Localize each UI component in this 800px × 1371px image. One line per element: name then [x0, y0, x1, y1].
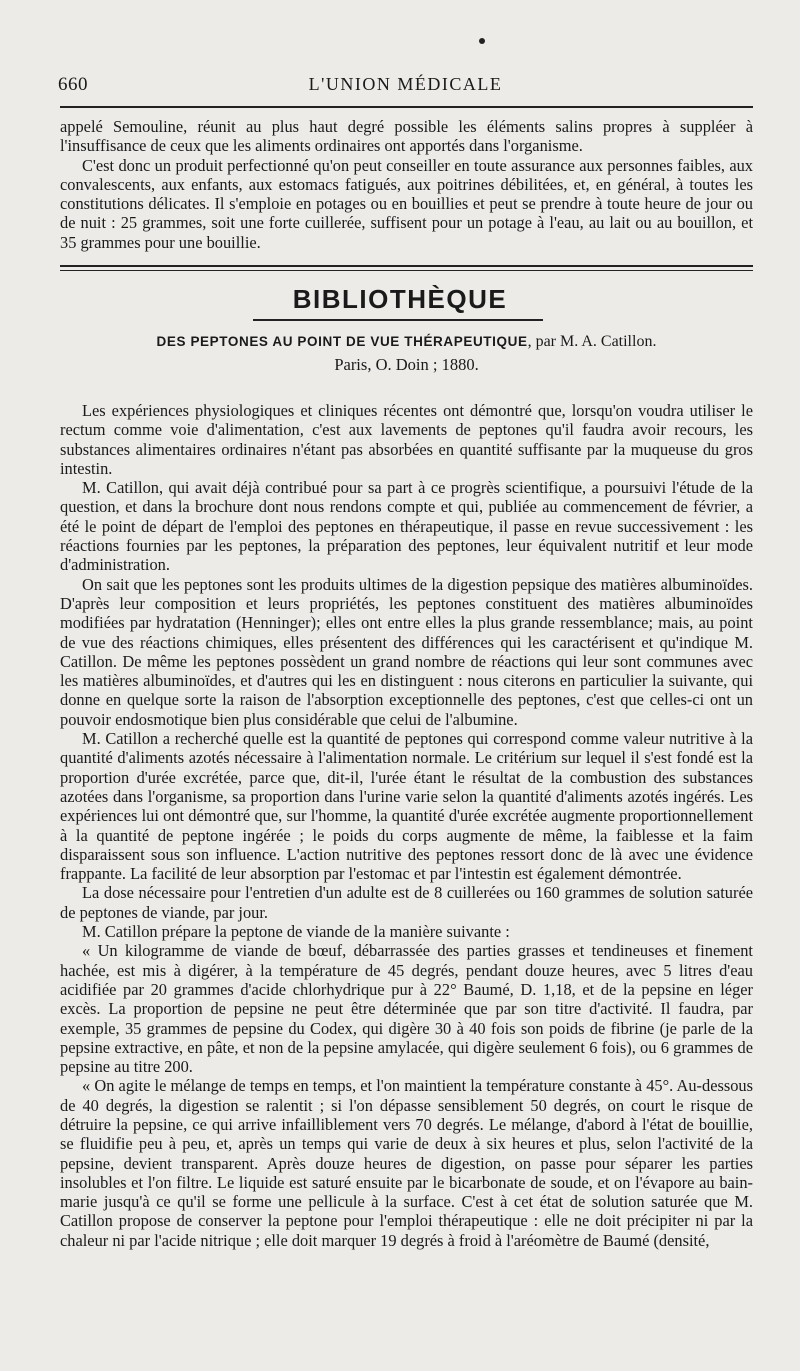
- intro-paragraph: appelé Semouline, réunit au plus haut degré possible les éléments salins propres à suppléer à l'insuffisance de ceux que les aliments ordinaires ont apportés dans l'organisme.: [60, 117, 753, 156]
- ink-speck: [479, 38, 485, 44]
- body-paragraph: Les expériences physiologiques et cliniques récentes ont démontré que, lorsqu'on voudra utiliser le rectum comme voie d'alimentation, c'est aux lavements de peptones qu'il faudra avoir recours, les substances alimentaires ordinaires n'étant pas absorbées en quantité suffisante par la muqueuse du gros intestin.: [60, 401, 753, 478]
- section-heading: BIBLIOTHÈQUE: [292, 284, 508, 314]
- body-paragraph: M. Catillon, qui avait déjà contribué pour sa part à ce progrès scientifique, a poursuivi l'étude de la question, et dans la brochure dont nous rendons compte et qui, publiée au commencement de février, a été le point de départ de l'emploi des peptones en thérapeutique, il passe en revue successivement : les réactions fournies par les peptones, la préparation des peptones, leur équivalent nutritif et leur mode d'administration.: [60, 478, 753, 575]
- body-paragraph: On sait que les peptones sont les produits ultimes de la digestion pepsique des matières albuminoïdes. D'après leur composition et leurs propriétés, les peptones constituent des matières albuminoïdes modifiées par hydratation (Henninger); elles ont entre elles la plus grande ressemblance; mais, au point de vue des réactions chimiques, elles présentent des différences qui les caractérisent et qu'indique M. Catillon. De même les peptones possèdent un grand nombre de réactions qui leur sont communes avec les matières albuminoïdes, et d'autres qui les en distinguent : nous citerons en particulier la suivante, qui donne en quelque sorte la raison de l'absorption exceptionnelle des peptones, c'est que celles-ci ont un pouvoir endosmotique bien plus considérable que celui de l'albumine.: [60, 574, 753, 729]
- review-book-title: DES PEPTONES AU POINT DE VUE THÉRAPEUTIQUE: [156, 334, 528, 349]
- intro-column: [60, 117, 753, 252]
- body-paragraph: La dose nécessaire pour l'entretien d'un adulte est de 8 cuillerées ou 160 grammes de solution saturée de peptones de viande, par jour.: [60, 883, 753, 922]
- body-paragraph: M. Catillon prépare la peptone de viande de la manière suivante :: [82, 922, 510, 942]
- page-number: 660: [58, 74, 88, 95]
- body-paragraph: M. Catillon a recherché quelle est la quantité de peptones qui correspond comme valeur nutritive à la quantité d'aliments azotés nécessaire à l'alimentation normale. Le critérium sur lequel il s'est fondé est la proportion d'urée excrétée, parce que, dit-il, l'urée étant le résultat de la combustion des substances azotées dans l'organisme, sa proportion dans l'urine varie selon la quantité d'aliments azotés ingérés. Les expériences lui ont démontré que, sur l'homme, la quantité d'urée excrétée augmente proportionnellement à la quantité de peptone ingérée ; le poids du corps augmente de même, la faiblesse et la faim disparaissent sous son influence. L'action nutritive des peptones ressort donc de là avec une évidence frappante. La facilité de leur absorption par l'estomac et par l'intestin est également démontrée.: [60, 729, 753, 884]
- section-heading-rule: [253, 319, 543, 321]
- quoted-paragraph: « Un kilogramme de viande de bœuf, débarrassée des parties grasses et tendineuses et finement hachée, est mis à digérer, à la température de 45 degrés, pendant douze heures, avec 5 litres d'eau acidifiée par 20 grammes d'acide chlorhydrique pur à 22° Baumé, D. 1,18, et de la pepsine en léger excès. La proportion de pepsine ne peut être déterminée que par son titre d'activité. Il faudra, par exemple, 35 grammes de pepsine du Codex, qui digère 30 à 40 fois son poids de fibrine (je parle de la pepsine extractive, en pâte, et non de la pepsine amylacée, qui digère seulement 6 fois), ou 6 grammes de pepsine au titre 200.: [60, 941, 753, 1077]
- review-author: , par M. A. Catillon.: [527, 333, 657, 350]
- review-title: [60, 333, 753, 351]
- quoted-paragraph: « On agite le mélange de temps en temps, et l'on maintient la température constante à 45°. Au-dessous de 40 degrés, la digestion se ralentit ; si l'on dépasse sensiblement 50 degrés, on court le risque de détruire la pepsine, ce qui arrive infailliblement vers 70 degrés. Le mélange, d'abord à l'état de bouillie, se fluidifie peu à peu, et, après un temps qui varie de deux à six heures et plus, selon l'activité de la pepsine, devient transparent. Après douze heures de digestion, on passe pour séparer les parties insolubles et l'on filtre. Le liquide est saturé ensuite par le bicarbonate de soude, et on l'évapore au bain-marie jusqu'à ce qu'il se forme une pellicule à la surface. C'est à cet état de solution saturée que M. Catillon propose de conserver la peptone pour l'emploi thérapeutique : elle ne doit précipiter ni par la chaleur ni par l'acide nitrique ; elle doit marquer 19 degrés à froid à l'aréomètre de Baumé (densité,: [60, 1076, 753, 1250]
- review-publication: Paris, O. Doin ; 1880.: [334, 355, 479, 374]
- section-double-rule-bottom: [60, 270, 753, 271]
- intro-paragraph: C'est donc un produit perfectionné qu'on peut conseiller en toute assurance aux personnes faibles, aux convalescents, aux enfants, aux estomacs fatigués, aux poitrines débilitées, et, en général, à toutes les constitutions délicates. Il s'emploie en potages ou en bouillies et peut se prendre à toute heure de jour ou de nuit : 25 grammes, soit une forte cuillerée, suffisent pour un potage à l'eau, au lait ou au bouillon, et 35 grammes pour une bouillie.: [60, 155, 753, 252]
- review-body: [60, 401, 753, 1250]
- journal-title: L'UNION MÉDICALE: [308, 74, 503, 94]
- section-double-rule-top: [60, 265, 753, 267]
- running-header: [58, 74, 753, 98]
- header-rule: [60, 106, 753, 108]
